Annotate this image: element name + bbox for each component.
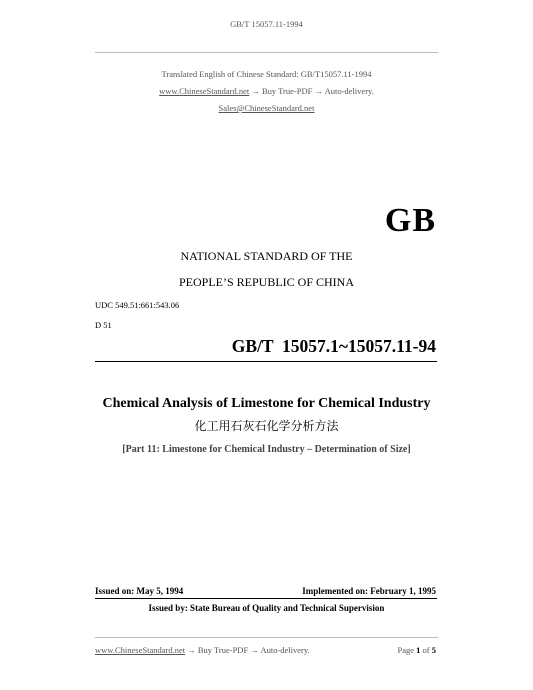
footer-buy-line <box>95 645 310 655</box>
standard-number: GB/T 15057.1~15057.11-94 <box>231 336 436 356</box>
buy-line <box>0 86 533 96</box>
arrow-icon: → <box>314 86 323 96</box>
arrow-icon: → <box>187 645 196 655</box>
page-indicator <box>398 645 437 655</box>
translated-line: Translated English of Chinese Standard: GB/T15057.11-1994 <box>161 69 372 79</box>
auto-delivery-text: Auto-delivery. <box>324 86 374 96</box>
page-total: 5 <box>431 645 436 655</box>
title-en: Chemical Analysis of Limestone for Chemical Industry <box>102 396 431 411</box>
udc-code: UDC 549.51:661:543.06 <box>95 300 180 310</box>
footer-buy-text: Buy True-PDF <box>197 645 249 655</box>
national-line-2: PEOPLE’S REPUBLIC OF CHINA <box>178 275 355 289</box>
site-link[interactable]: www.ChineseStandard.net <box>159 86 250 96</box>
issued-by: Issued by: State Bureau of Quality and Technical Supervision <box>148 603 385 613</box>
header-divider <box>95 52 438 53</box>
national-line-1: NATIONAL STANDARD OF THE <box>180 249 353 263</box>
footer-auto-text: Auto-delivery. <box>260 645 310 655</box>
running-header: GB/T 15057.11-1994 <box>230 19 303 29</box>
email-line <box>0 103 533 113</box>
title-cn: 化工用石灰石化学分析方法 <box>194 419 339 433</box>
class-code: D 51 <box>95 320 112 330</box>
page-label: Page <box>397 645 415 655</box>
page-of: of <box>422 645 430 655</box>
page-current: 1 <box>416 645 421 655</box>
gb-mark: GB <box>384 202 436 239</box>
issued-on: Issued on: May 5, 1994 <box>95 586 184 596</box>
issue-divider <box>95 598 437 599</box>
title-divider <box>95 361 437 362</box>
arrow-icon: → <box>250 645 259 655</box>
buy-text: Buy True-PDF <box>262 86 313 96</box>
email-link[interactable]: Sales@ChineseStandard.net <box>218 103 315 113</box>
part-title: [Part 11: Limestone for Chemical Industry – Determination of Size] <box>122 444 411 455</box>
footer-site-link[interactable]: www.ChineseStandard.net <box>95 645 186 655</box>
arrow-icon: → <box>251 86 260 96</box>
footer-divider <box>95 637 438 638</box>
implemented-on: Implemented on: February 1, 1995 <box>302 586 436 596</box>
